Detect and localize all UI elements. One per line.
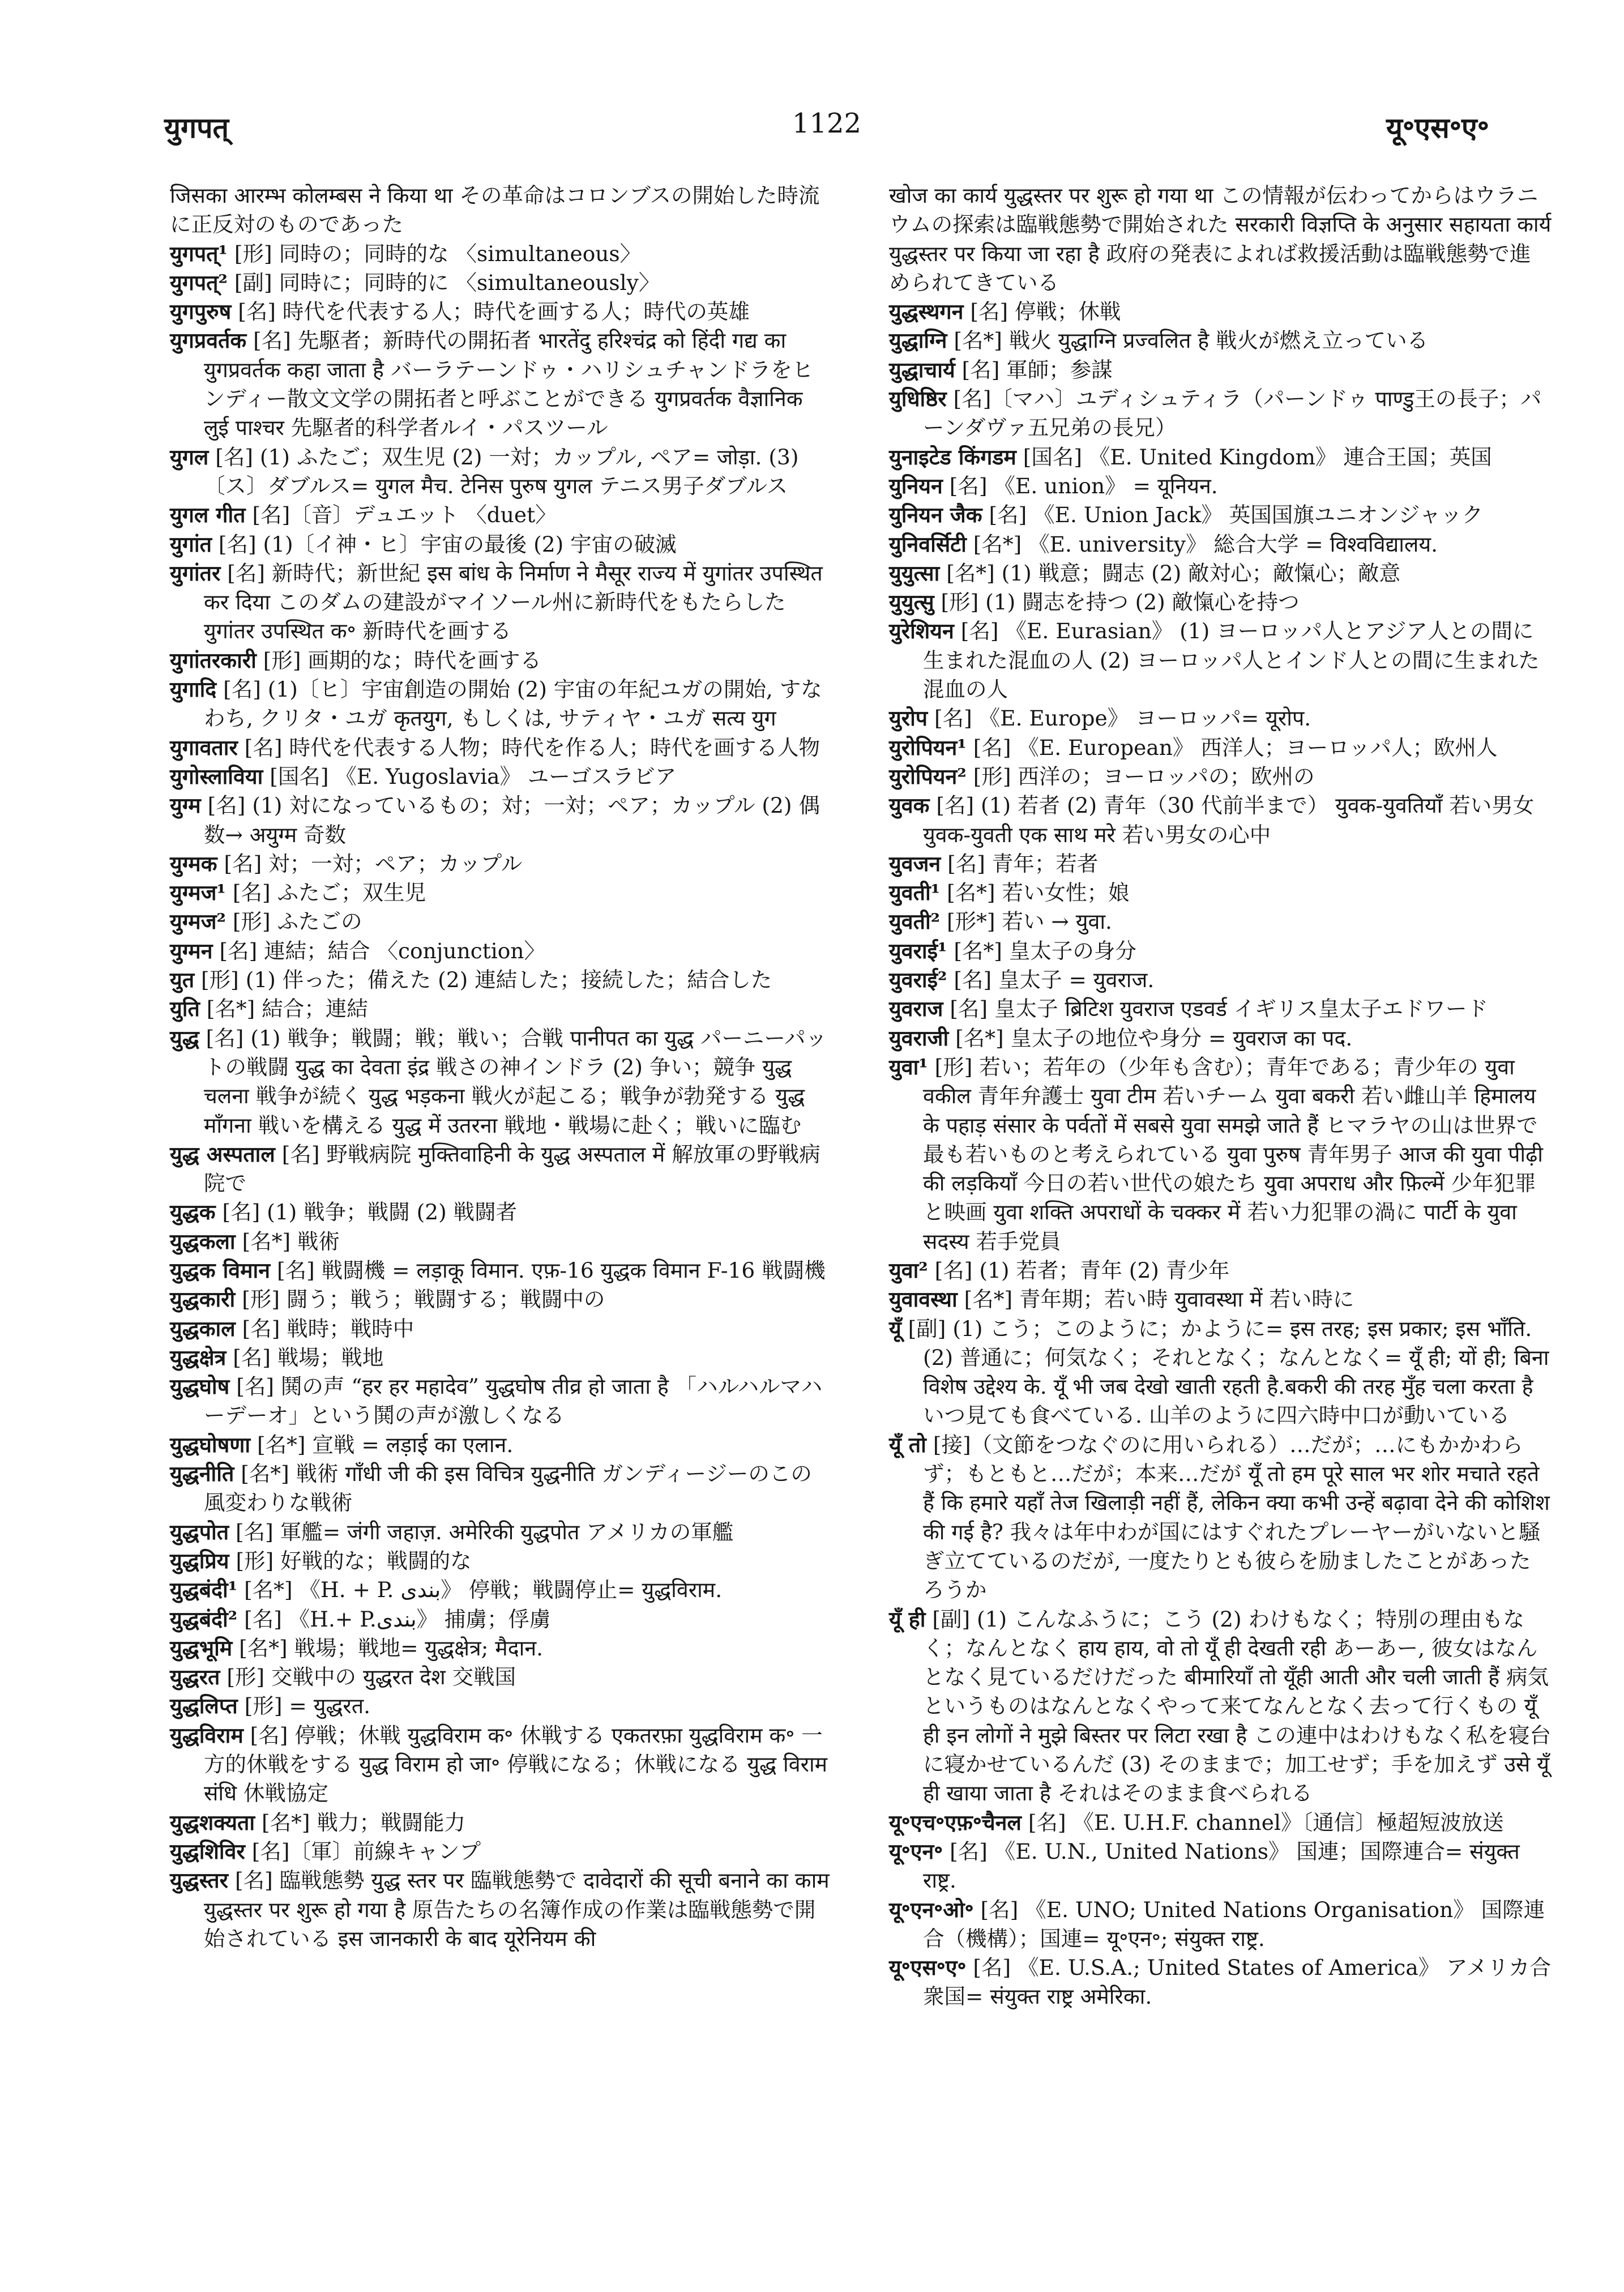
definition-text: [名] 鬨の声 “हर हर महादेव” युद्धघोष तीव्र हो जाता है 「ハルハルマハーデーオ」という鬨の声が激しくなる: [204, 1374, 823, 1428]
dictionary-entry: [170, 1024, 832, 1140]
definition-text: [名] 《E. Europe》 ヨーロッパ= यूरोप.: [934, 706, 1311, 731]
definition-text: [名] 《E. Eurasian》 (1) ヨーロッパ人とアジア人との間に生まれた混血の人 (2) ヨーロッパ人とインド人との間に生まれた混血の人: [923, 618, 1540, 702]
headword: युद्धबंदी²: [170, 1606, 238, 1632]
headword: युगपत्²: [170, 270, 228, 295]
headword: युगांत: [170, 531, 212, 557]
definition-text: [名] 皇太子 ब्रिटिश युवराज एडवर्ड イギリス皇太子エドワード: [950, 996, 1488, 1022]
definition-text: [名] (1)〔イ神・ヒ〕宇宙の最後 (2) 宇宙の破滅: [218, 531, 677, 557]
dictionary-entry: [889, 356, 1552, 385]
definition-text: [名*] (1) 戦意；闘志 (2) 敵対心；敵愾心；敵意: [946, 560, 1401, 586]
definition-text: खोज का कार्य युद्धस्तर पर शुरू हो गया था この情報が伝わってからはウラニウムの探索は臨戦態勢で開始された सरकारी विज्ञप्ति के अनुसार सहायता कार्य युद्धस्तर पर किया जा रहा है 政府の発表によれば救援活動は臨戦態勢で進められてきている: [889, 183, 1552, 295]
headword: युद्धकारी: [170, 1287, 236, 1312]
dictionary-entry: [170, 646, 832, 675]
definition-text: [名] (1) 若者；青年 (2) 青少年: [934, 1257, 1230, 1283]
definition-text: [形] = युद्धरत.: [244, 1693, 371, 1719]
dictionary-entry: [889, 1053, 1552, 1256]
definition-text: [名] 停戦；休戦 युद्धविराम क॰ 休戦する एकतरफ़ा युद्धविराम क॰ 一方的休戦をする युद्ध विराम हो जा॰ 停戦になる；休戦になる युद्ध विराम संधि 休戦協定: [204, 1722, 828, 1806]
definition-text: [名]〔マハ〕ユディシュティラ（パーンドゥ पाण्डु王の長子；パーンダヴァ五兄弟の長兄）: [923, 386, 1542, 441]
headword: युगांतर: [170, 560, 221, 586]
definition-text: [形] 西洋の；ヨーロッパの；欧州の: [973, 763, 1315, 789]
headword: युद्धकाल: [170, 1316, 236, 1341]
dictionary-entry: [170, 791, 832, 850]
headword: युद्धक: [170, 1200, 216, 1225]
dictionary-entry: [170, 297, 832, 326]
definition-text: [形] (1) 闘志を持つ (2) 敵愾心を持つ: [941, 590, 1300, 615]
dictionary-entry: [170, 1634, 832, 1663]
definition-text: [名] 停戦；休戦: [970, 299, 1121, 325]
definition-text: [名*] 戦術: [242, 1228, 340, 1254]
headword: युगादि: [170, 677, 217, 702]
definition-text: [名*] 《H. + P. بندی》 停戦；戦闘停止= युद्धविराम.: [244, 1577, 723, 1603]
definition-text: [形] 好戦的な；戦闘的な: [236, 1548, 472, 1573]
dictionary-entry: [889, 937, 1552, 966]
definition-text: [名] 《H.+ P.بندی》 捕虜；俘虜: [244, 1606, 551, 1632]
headword: युत: [170, 967, 195, 993]
definition-text: [形] ふたごの: [232, 909, 362, 934]
dictionary-entry: [170, 1256, 832, 1285]
definition-text: [国名] 《E. United Kingdom》 連合王国；英国: [1023, 444, 1492, 470]
dictionary-entry: [170, 1518, 832, 1547]
headword: युग्मज¹: [170, 880, 226, 906]
dictionary-entry: [170, 1837, 832, 1866]
headword: युगप्रवर्तक: [170, 328, 247, 353]
dictionary-entry: [889, 559, 1552, 588]
headword: युवती²: [889, 909, 941, 934]
headword: युरेशियन: [889, 618, 954, 644]
definition-text: [名] 軍艦= जंगी जहाज़. अमेरिकी युद्धपोत アメリカの軍艦: [236, 1519, 734, 1544]
headword: यूँ ही: [889, 1606, 926, 1632]
headword: यू॰एन॰ओ॰: [889, 1897, 974, 1922]
definition-text: [名*] 宣戦 = लड़ाई का एलान.: [257, 1432, 514, 1457]
dictionary-entry: [889, 1808, 1552, 1837]
dictionary-entry: [170, 326, 832, 442]
definition-text: [国名] 《E. Yugoslavia》 ユーゴスラビア: [270, 763, 677, 789]
dictionary-entry: [889, 1605, 1552, 1808]
dictionary-entry: [889, 385, 1552, 443]
headword: युद्धशक्यता: [170, 1809, 255, 1835]
dictionary-entry: [170, 1547, 832, 1576]
definition-text: [形] 画期的な；時代を画する: [263, 647, 541, 673]
definition-text: [名] 先駆者；新時代の開拓者 भारतेंदु हरिश्चंद्र को हिंदी गद्य का युगप्रवर्तक कहा जाता है バーラテーンドゥ・ハリシュチャンドラをヒンディー散文文学の開拓者と呼ぶことができる युगप्रवर्तक वैज्ञानिक लुई पाश्चर 先駆者的科学者ルイ・パスツール: [204, 328, 814, 441]
headword: युद्धनीति: [170, 1461, 234, 1487]
definition-text: [名] 臨戦態勢 युद्ध स्तर पर 臨戦態勢で दावेदारों की सूची बनाने का काम युद्धस्तर पर शुरू हो गया है 原告たちの名簿作成の作業は臨戦態勢で開始されている इस जानकारी के बाद यूरेनियम की: [204, 1868, 830, 1951]
dictionary-entry: [889, 1314, 1552, 1431]
headword: युद्धस्तर: [170, 1868, 229, 1893]
dictionary-entry: [170, 1285, 832, 1314]
dictionary-entry: [170, 268, 832, 297]
definition-text: [名] 戦闘機 = लड़ाकू विमान. एफ़-16 युद्धक विमान F-16 戦闘機: [277, 1257, 826, 1283]
dictionary-entry: [170, 530, 832, 559]
definition-text: [形] 交戦中の युद्धरत देश 交戦国: [226, 1664, 516, 1690]
dictionary-entry: [889, 297, 1552, 326]
dictionary-entry: [889, 326, 1552, 355]
right-column: [889, 181, 1552, 2012]
dictionary-entry: [170, 1140, 832, 1198]
dictionary-entry: [889, 850, 1552, 878]
definition-text: [名*] 戦力；戦闘能力: [262, 1809, 465, 1835]
dictionary-entry: [170, 443, 832, 501]
headword: युद्धाचार्य: [889, 357, 955, 382]
definition-text: [名] 戦時；戦時中: [242, 1316, 414, 1341]
headword: युद्धस्थगन: [889, 299, 964, 325]
headword: यूँ: [889, 1316, 901, 1341]
headword: युनियन जैक: [889, 502, 982, 528]
definition-text: [形] 闘う；戦う；戦闘する；戦闘中の: [242, 1287, 605, 1312]
headword: युद्धबंदी¹: [170, 1577, 238, 1603]
headword: युगल गीत: [170, 502, 246, 528]
headword: युवराई²: [889, 967, 947, 993]
headword: युग्मन: [170, 938, 213, 963]
headword: युद्ध: [170, 1025, 199, 1051]
headword: युवक: [889, 793, 930, 818]
headword: यूँ तो: [889, 1432, 926, 1457]
headword: युद्धघोष: [170, 1374, 230, 1399]
definition-text: [名] ふたご；双生児: [232, 880, 426, 906]
left-column: [170, 181, 832, 1953]
headword: युवराज: [889, 996, 943, 1022]
definition-text: [名] 青年；若者: [947, 851, 1099, 876]
definition-text: [副] (1) こう；このように；かように= इस तरह; इस प्रकार; इस भाँति. (2) 普通に；何気なく；それとなく；なんとなく= यूँ ही; यों ही; बिना विशेष उद्देश्य के. यूँ भी जब देखो खाती रहती है.बकरी की तरह मुँह चला करता है いつ見ても食べている. 山羊のように四六時中口が動いている: [908, 1316, 1549, 1428]
definition-text: [名]〔軍〕前線キャンプ: [251, 1838, 481, 1864]
headword: युवजन: [889, 851, 941, 876]
headword: युयुत्सा: [889, 560, 940, 586]
dictionary-entry: [170, 733, 832, 762]
dictionary-entry: [889, 791, 1552, 850]
definition-text: [名] 《E. union》 = यूनियन.: [949, 473, 1218, 498]
headword: युद्ध अस्पताल: [170, 1141, 275, 1167]
definition-text: [名] 時代を代表する人物；時代を作る人；時代を画する人物: [244, 735, 820, 760]
headword: युगपत्¹: [170, 241, 228, 266]
definition-text: [名] (1) 戦争；戦闘 (2) 戦闘者: [222, 1200, 518, 1225]
dictionary-entry: [889, 907, 1552, 936]
dictionary-entry: [889, 733, 1552, 762]
definition-text: [名] 《E. Union Jack》 英国国旗ユニオンジャック: [989, 502, 1484, 528]
page-number: 1122: [792, 108, 862, 139]
headword: युगांतरकारी: [170, 647, 257, 673]
definition-text: जिसका आरम्भ कोलम्बस ने किया था その革命はコロンブスの開始した時流に正反対のものであった: [170, 183, 820, 237]
dictionary-entry: [170, 966, 832, 995]
dictionary-entry: [170, 907, 832, 936]
dictionary-entry: [170, 878, 832, 907]
dictionary-entry: [889, 588, 1552, 617]
definition-text: [名] 新時代；新世紀 इस बांध के निर्माण ने मैसूर राज्य में युगांतर उपस्थित कर दिया このダムの建設がマイソール州に新時代をもたらした युगांतर उपस्थित क॰ 新時代を画する: [204, 560, 823, 644]
definition-text: [形] 同時の；同時的な 〈simultaneous〉: [234, 241, 642, 266]
definition-text: [名] 戦場；戦地: [233, 1345, 384, 1370]
headword: युग्म: [170, 793, 201, 818]
dictionary-entry: [170, 1663, 832, 1692]
dictionary-entry: [170, 501, 832, 530]
headword: युगल: [170, 444, 209, 470]
headword: युवराई¹: [889, 938, 947, 963]
dictionary-entry: [889, 1431, 1552, 1605]
headword: युरोपियन²: [889, 763, 967, 789]
dictionary-entry: [170, 1227, 832, 1256]
dictionary-entry: [889, 617, 1552, 704]
headword: युधिष्ठिर: [889, 386, 947, 412]
definition-text: [名*] 青年期；若い時 युवावस्था में 若い時に: [964, 1287, 1354, 1312]
definition-text: [名*] 戦術 गाँधी जी की इस विचित्र युद्धनीति ガンディージーのこの風変わりな戦術: [204, 1461, 812, 1516]
headword: युद्धभूमि: [170, 1635, 233, 1661]
dictionary-entry: [170, 995, 832, 1023]
headword: युवा²: [889, 1257, 928, 1283]
dictionary-entry: [889, 1953, 1552, 2012]
headword: युनाइटेड किंगडम: [889, 444, 1016, 470]
definition-text: [名] 連結；結合 〈conjunction〉: [219, 938, 546, 963]
definition-text: [名] 野戦病院 मुक्तिवाहिनी के युद्ध अस्पताल में 解放軍の野戦病院で: [204, 1141, 820, 1196]
dictionary-entry: [889, 1837, 1552, 1896]
definition-text: [名] 《E. European》 西洋人；ヨーロッパ人；欧州人: [973, 735, 1498, 760]
definition-text: [名]〔音〕デュエット 〈duet〉: [252, 502, 557, 528]
definition-text: [名] 時代を代表する人；時代を画する人；時代の英雄: [238, 299, 750, 325]
headword: युद्धपोत: [170, 1519, 229, 1544]
dictionary-entry: [889, 472, 1552, 501]
definition-text: [名] (1) 対になっているもの；対；一対；ペア；カップル (2) 偶数→ अयुग्म 奇数: [204, 793, 820, 847]
dictionary-entry: [170, 937, 832, 966]
headword: युवती¹: [889, 880, 941, 906]
dictionary-entry: [170, 850, 832, 878]
headword: युवावस्था: [889, 1287, 958, 1312]
dictionary-entry: [889, 995, 1552, 1023]
dictionary-entry: [889, 1896, 1552, 1954]
dictionary-entry: [889, 530, 1552, 559]
definition-text: [接]（文節をつなぐのに用いられる）…だが；…にもかかわらず；もともと…だが；本来…だが यूँ तो हम पूरे साल भर शोर मचाते रहते हैं कि हमारे यहाँ तेज खिलाड़ी नहीं हैं, लेकिन क्या कभी उन्हें बढ़ावा देने की कोशिश की गई है? 我々は年中わが国にはすぐれたプレーヤーがいないと騒ぎ立てているのだが, 一度たりとも彼らを励ましたことがあったろうか: [923, 1432, 1550, 1603]
dictionary-entry: [170, 1692, 832, 1721]
definition-text: [名*] 戦場；戦地= युद्धक्षेत्र; मैदान.: [239, 1635, 544, 1661]
dictionary-entry: [170, 1314, 832, 1343]
headword: युद्धक विमान: [170, 1257, 271, 1283]
definition-text: [名] 軍師；参謀: [961, 357, 1113, 382]
definition-text: [名*] 若い女性；娘: [947, 880, 1130, 906]
headword: युद्धविराम: [170, 1722, 243, 1748]
headword: यू॰एन॰: [889, 1838, 943, 1864]
dictionary-entry: [889, 762, 1552, 791]
dictionary-entry: [889, 181, 1552, 297]
headword: यू॰एच॰एफ़॰चैनल: [889, 1809, 1022, 1835]
dictionary-entry: [170, 1431, 832, 1459]
definition-text: [名] (1) ふたご；双生児 (2) 一対；カップル, ペア= जोड़ा. (3)〔ス〕ダブルス= युगल मैच. टेनिस पुरुष युगल テニス男子ダブルス: [204, 444, 799, 498]
headword: युरोपियन¹: [889, 735, 967, 760]
dictionary-entry: [889, 1285, 1552, 1314]
dictionary-entry: [889, 878, 1552, 907]
headword: युवा¹: [889, 1054, 928, 1079]
headword: युरोप: [889, 706, 928, 731]
dictionary-entry: [170, 1459, 832, 1518]
headword: युद्धकला: [170, 1228, 236, 1254]
dictionary-entry: [170, 762, 832, 791]
dictionary-entry: [170, 1198, 832, 1227]
definition-text: [形] 若い；若年の（少年も含む）；青年である；青少年の युवा वकील 青年弁護士 युवा टीम 若いチーム युवा बकरी 若い雌山羊 हिमालय के पहाड़ संसार के पर्वतों में सबसे युवा समझे जाते हैं ヒマラヤの山は世界で最も若いものと考えられている युवा पुरुष 青年男子 आज की युवा पीढ़ी की लड़कियाँ 今日の若い世代の娘たち युवा अपराध और फ़िल्में 少年犯罪と映画 युवा शक्ति अपराधों के चक्कर में 若い力犯罪の渦に पार्टी के युवा सदस्य 若手党員: [923, 1054, 1543, 1254]
definition-text: [名*] 皇太子の地位や身分 = युवराज का पद.: [955, 1025, 1353, 1051]
dictionary-entry: [170, 1343, 832, 1372]
headword: युगपुरुष: [170, 299, 232, 325]
headword: यू॰एस॰ए॰: [889, 1955, 967, 1981]
dictionary-entry: [170, 1372, 832, 1431]
headword: युद्धक्षेत्र: [170, 1345, 226, 1370]
right-guide-word: यू॰एस॰ए॰: [1386, 111, 1489, 144]
definition-text: [名] 《E. U.S.A.; United States of America》 アメリカ合衆国= संयुक्त राष्ट्र अमेरिका.: [923, 1955, 1551, 2009]
dictionary-entry: [889, 704, 1552, 733]
dictionary-entry: [170, 1866, 832, 1953]
definition-text: [名] 対；一対；ペア；カップル: [224, 851, 523, 876]
headword: युगोस्लाविया: [170, 763, 263, 789]
definition-text: [名*] 皇太子の身分: [954, 938, 1136, 963]
headword: युद्धप्रिय: [170, 1548, 229, 1573]
dictionary-entry: [170, 1576, 832, 1604]
definition-text: [名] 《E. UNO; United Nations Organisation》 国際連合（機構）；国連= यू॰एन॰; संयुक्त राष्ट्र.: [923, 1897, 1545, 1951]
definition-text: [名*] 戦火 युद्धाग्नि प्रज्वलित है 戦火が燃え立っている: [954, 328, 1429, 353]
headword: युनिवर्सिटी: [889, 531, 967, 557]
headword: युवराजी: [889, 1025, 949, 1051]
definition-text: [名*] 《E. university》 総合大学 = विश्वविद्यालय.: [973, 531, 1438, 557]
definition-text: [名] 皇太子 = युवराज.: [954, 967, 1155, 993]
left-guide-word: युगपत्: [164, 111, 229, 144]
definition-text: [名*] 結合；連結: [206, 996, 368, 1022]
headword: युद्धरत: [170, 1664, 220, 1690]
headword: युद्धलिप्त: [170, 1693, 238, 1719]
headword: युद्धाग्नि: [889, 328, 947, 353]
dictionary-entry: [170, 675, 832, 733]
headword: युद्धघोषणा: [170, 1432, 251, 1457]
headword: युयुत्सु: [889, 590, 934, 615]
definition-text: [名] (1) 戦争；戦闘；戦；戦い；合戦 पानीपत का युद्ध パーニーパットの戦闘 युद्ध का देवता इंद्र 戦さの神インドラ (2) 争い；競争 युद्ध चलना 戦争が続く युद्ध भड़कना 戦火が起こる；戦争が勃発する युद्ध माँगना 戦いを構える युद्ध में उतरना 戦地・戦場に赴く；戦いに臨む: [204, 1025, 827, 1138]
dictionary-entry: [170, 1721, 832, 1808]
headword: युग्मज²: [170, 909, 226, 934]
dictionary-entry: [170, 559, 832, 646]
dictionary-entry: [170, 1808, 832, 1837]
definition-text: [形*] 若い → युवा.: [947, 909, 1112, 934]
headword: युग्मक: [170, 851, 217, 876]
dictionary-entry: [170, 1605, 832, 1634]
dictionary-entry: [170, 181, 832, 240]
headword: युगावतार: [170, 735, 238, 760]
dictionary-entry: [889, 443, 1552, 472]
dictionary-entry: [889, 501, 1552, 530]
definition-text: [名] (1) 若者 (2) 青年（30 代前半まで） युवक-युवतियाँ 若い男女 युवक-युवती एक साथ मरे 若い男女の心中: [923, 793, 1535, 847]
dictionary-entry: [889, 1024, 1552, 1053]
dictionary-entry: [889, 966, 1552, 995]
headword: युति: [170, 996, 200, 1022]
definition-text: [副] (1) こんなふうに；こう (2) わけもなく；特別の理由もなく；なんとなく हाय हाय, वो तो यूँ ही देखती रही あーあー, 彼女はなんとなく見ているだけだった बीमारियाँ तो यूँही आती और चली जाती हैं 病気というものはなんとなくやって来てなんとなく去って行くもの यूँ ही इन लोगों ने मुझे बिस्तर पर लिटा रखा है この連中はわけもなく私を寝台に寝かせているんだ (3) そのままで；加工せず；手を加えず उसे यूँ ही खाया जाता है それはそのまま食べられる: [923, 1606, 1552, 1806]
page-header: [164, 108, 1489, 153]
definition-text: [形] (1) 伴った；備えた (2) 連結した；接続した；結合した: [201, 967, 772, 993]
definition-text: [副] 同時に；同時的に 〈simultaneously〉: [234, 270, 660, 295]
dictionary-entry: [170, 240, 832, 268]
dictionary-entry: [889, 1256, 1552, 1285]
definition-text: [名] 《E. U.H.F. channel》〔通信〕極超短波放送: [1028, 1809, 1504, 1835]
definition-text: [名] (1)〔ヒ〕宇宙創造の開始 (2) 宇宙の年紀ユガの開始, すなわち, クリタ・ユガ कृतयुग, もしくは, サティヤ・ユガ सत्य युग: [204, 677, 822, 731]
headword: युद्धशिविर: [170, 1838, 245, 1864]
definition-text: [名] 《E. U.N., United Nations》 国連；国際連合= संयुक्त राष्ट्र.: [923, 1838, 1520, 1893]
headword: युनियन: [889, 473, 943, 498]
